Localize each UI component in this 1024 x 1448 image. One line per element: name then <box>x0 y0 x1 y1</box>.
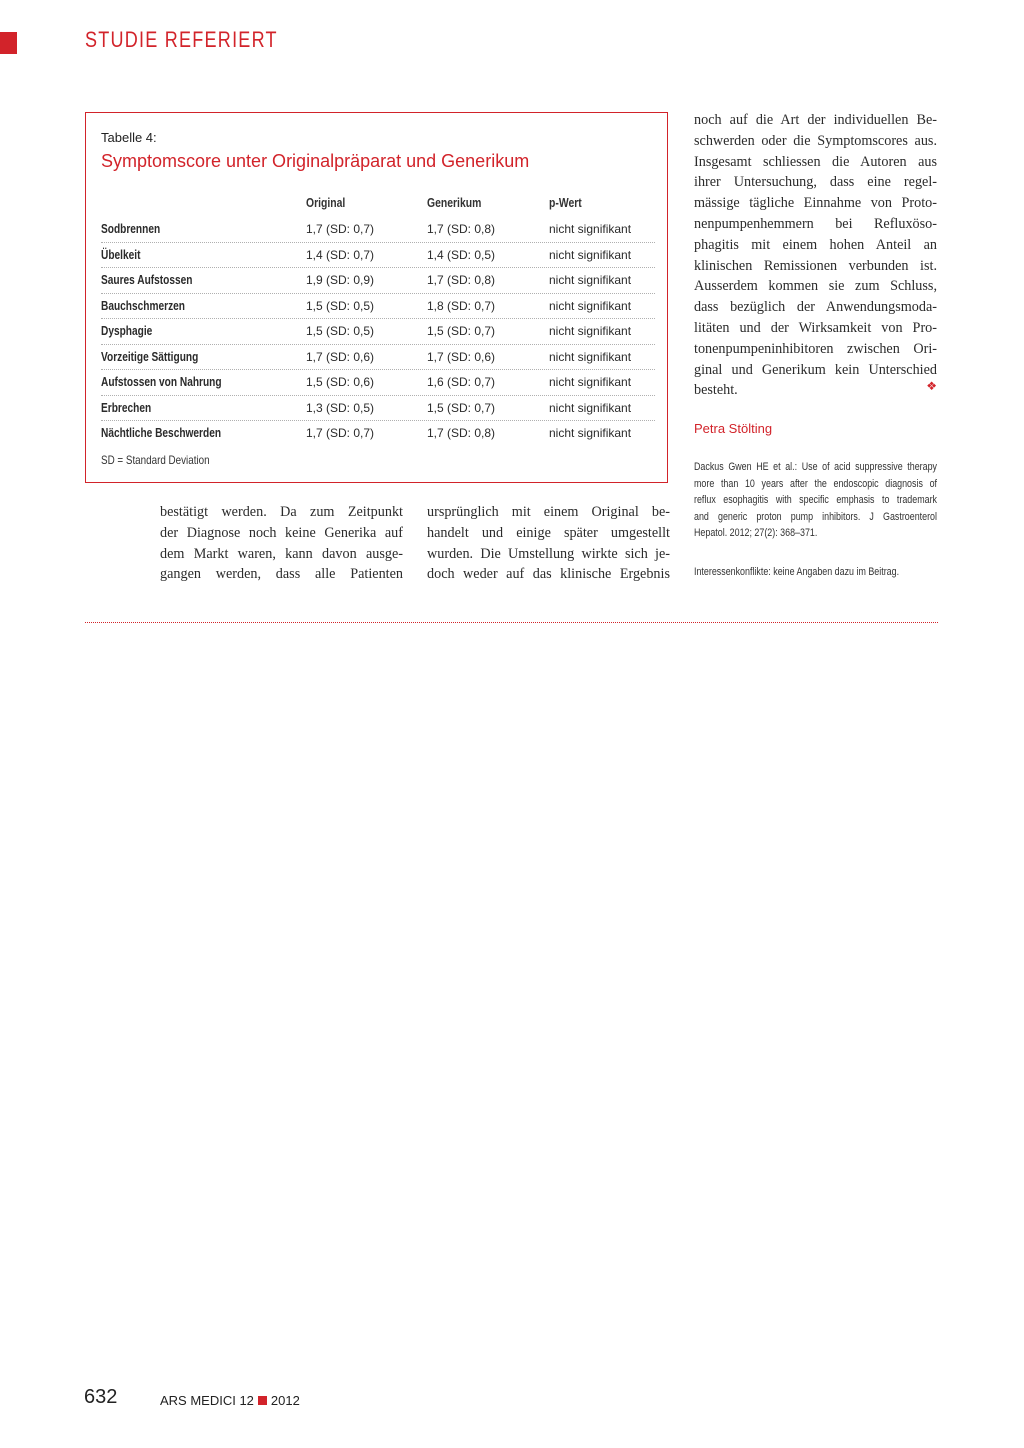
text-line: mässige tägliche Einnahme von Proto- <box>694 195 937 212</box>
text-line: ihrer Untersuchung, dass eine regel- <box>694 174 937 191</box>
text-line: and generic proton pump inhibitors. J Gastroenterol <box>694 510 937 523</box>
text-line: Ausserdem kommen sie zum Schluss, <box>694 278 937 295</box>
text-line: nenpumpenhemmern bei Refluxöso- <box>694 215 937 232</box>
text-line: litäten und der Wirksamkeit von Pro- <box>694 319 937 336</box>
original-cell: 1,4 (SD: 0,7) <box>306 247 375 262</box>
table-row <box>101 294 655 320</box>
generikum-cell: 1,5 (SD: 0,7) <box>427 400 496 415</box>
original-cell: 1,7 (SD: 0,7) <box>306 426 375 440</box>
table-label: Tabelle 4: <box>101 130 157 145</box>
p-value-cell: nicht signifikant <box>549 426 632 440</box>
p-value-cell: nicht signifikant <box>549 400 632 415</box>
symptom-cell: Sodbrennen <box>101 221 161 236</box>
symptom-cell: Erbrechen <box>101 399 152 415</box>
section-divider <box>85 622 938 623</box>
author-name: Petra Stölting <box>694 421 773 436</box>
text-line: handelt und einige später umgestellt <box>427 524 670 541</box>
generikum-cell: 1,6 (SD: 0,7) <box>427 375 496 389</box>
original-cell: 1,9 (SD: 0,9) <box>306 273 375 287</box>
column-header-original: Original <box>306 195 346 210</box>
generikum-cell: 1,7 (SD: 0,8) <box>427 273 496 287</box>
symptom-cell: Dysphagie <box>101 323 153 338</box>
body-column-3 <box>694 110 937 401</box>
generikum-cell: 1,7 (SD: 0,8) <box>427 426 496 440</box>
text-line: Insgesamt schliessen die Autoren aus <box>694 153 937 170</box>
reference <box>694 459 937 542</box>
text-line: Dackus Gwen HE et al.: Use of acid suppressive therapy <box>694 461 937 473</box>
generikum-cell: 1,7 (SD: 0,6) <box>427 349 496 364</box>
table-row <box>101 396 655 422</box>
end-of-article-icon: ❖ <box>926 379 937 394</box>
generikum-cell: 1,5 (SD: 0,7) <box>427 324 496 338</box>
p-value-cell: nicht signifikant <box>549 375 632 389</box>
text-line: besteht. ❖ <box>694 380 937 401</box>
generikum-cell: 1,4 (SD: 0,5) <box>427 247 496 262</box>
page-number: 632 <box>84 1386 118 1408</box>
symptom-cell: Nächtliche Beschwerden <box>101 425 222 440</box>
text-line: schwerden oder die Symptomscores aus. <box>694 132 937 149</box>
table-row <box>101 421 655 446</box>
original-cell: 1,5 (SD: 0,6) <box>306 375 375 389</box>
square-bullet-icon <box>258 1396 267 1405</box>
table-box <box>85 112 668 483</box>
text-line: doch weder auf das klinische Ergebnis <box>427 566 670 583</box>
text-line: bestätigt werden. Da zum Zeitpunkt <box>160 504 403 520</box>
p-value-cell: nicht signifikant <box>549 324 632 338</box>
table-body <box>101 217 655 446</box>
p-value-cell: nicht signifikant <box>549 349 632 364</box>
text-line: ursprünglich mit einem Original be- <box>427 504 670 520</box>
p-value-cell: nicht signifikant <box>549 273 632 287</box>
text-line: dass bezüglich der Anwendungsmoda- <box>694 299 937 316</box>
table-row <box>101 319 655 345</box>
original-cell: 1,5 (SD: 0,5) <box>306 298 375 313</box>
original-cell: 1,3 (SD: 0,5) <box>306 400 375 415</box>
p-value-cell: nicht signifikant <box>549 247 632 262</box>
table-row <box>101 370 655 396</box>
section-title: STUDIE REFERIERT <box>85 27 278 52</box>
text-line: wurden. Die Umstellung wirkte sich je- <box>427 545 670 562</box>
text-line: Hepatol. 2012; 27(2): 368–371. <box>694 527 818 540</box>
column-header-p-wert: p-Wert <box>549 195 582 210</box>
generikum-cell: 1,8 (SD: 0,7) <box>427 298 496 313</box>
table-row <box>101 243 655 269</box>
journal-name: ARS MEDICI 12 <box>160 1393 254 1408</box>
text-line: reflux esophagitis with specific emphasis to trademark <box>694 494 937 507</box>
section-color-mark <box>0 32 17 54</box>
table-row <box>101 217 655 243</box>
table-caption: Symptomscore unter Originalpräparat und Generikum <box>101 151 530 171</box>
text-line: dem Markt waren, kann davon ausge- <box>160 545 403 562</box>
table-footnote: SD = Standard Deviation <box>101 453 210 467</box>
original-cell: 1,7 (SD: 0,7) <box>306 222 375 236</box>
journal-year: 2012 <box>270 1393 300 1408</box>
text-line: more than 10 years after the endoscopic diagnosis of <box>694 477 937 490</box>
text-line: ginal und Generikum kein Unterschied <box>694 361 937 378</box>
table-row <box>101 268 655 294</box>
symptom-cell: Bauchschmerzen <box>101 297 185 313</box>
symptom-cell: Aufstossen von Nahrung <box>101 374 222 389</box>
column-header-generikum: Generikum <box>427 195 482 210</box>
p-value-cell: nicht signifikant <box>549 222 632 236</box>
symptom-cell: Vorzeitige Sättigung <box>101 348 199 364</box>
conflict-of-interest: Interessenkonflikte: keine Angaben dazu im Beitrag. <box>694 566 900 578</box>
body-column-2 <box>427 502 670 585</box>
original-cell: 1,5 (SD: 0,5) <box>306 324 375 338</box>
text-line: phagitis mit einem hohen Anteil an <box>694 236 937 253</box>
text-line: klinischen Remissionen verbunden ist. <box>694 257 937 274</box>
text-line: noch auf die Art der individuellen Be- <box>694 112 937 128</box>
text-line: tonenpumpeninhibitoren zwischen Ori- <box>694 340 937 357</box>
body-column-1 <box>160 502 403 585</box>
generikum-cell: 1,7 (SD: 0,8) <box>427 222 496 236</box>
symptom-cell: Übelkeit <box>101 246 141 262</box>
original-cell: 1,7 (SD: 0,6) <box>306 349 375 364</box>
text-line: gangen werden, dass alle Patienten <box>160 566 403 583</box>
text-line: der Diagnose noch keine Generika auf <box>160 524 403 541</box>
journal-info <box>160 1393 300 1408</box>
table-row <box>101 345 655 371</box>
symptom-cell: Saures Aufstossen <box>101 272 193 287</box>
p-value-cell: nicht signifikant <box>549 298 632 313</box>
